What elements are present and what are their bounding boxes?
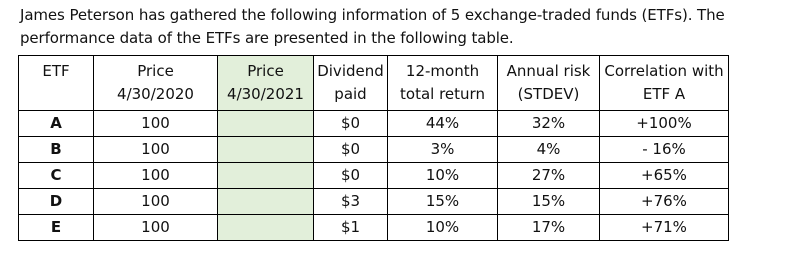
price-2021-cell [218,189,314,215]
header-etf-label: ETF [42,62,70,80]
price-2020-cell: 100 [94,163,218,189]
risk-cell: 32% [498,111,600,137]
dividend-cell: $0 [314,137,388,163]
return-cell: 44% [388,111,498,137]
correlation-cell: +65% [600,163,729,189]
header-price-2021-line2: 4/30/2021 [227,85,304,103]
price-2021-cell [218,163,314,189]
etf-name-cell: E [19,215,94,241]
header-price-2020 [94,56,218,111]
header-price-2021 [218,56,314,111]
correlation-cell: +100% [600,111,729,137]
price-2020-cell: 100 [94,215,218,241]
price-2020-cell: 100 [94,189,218,215]
header-return-line2: total return [400,85,485,103]
header-return-line1: 12-month [405,62,480,80]
header-dividend-line1: Dividend [317,62,384,80]
table-row [19,163,729,189]
etf-name-cell: A [19,111,94,137]
correlation-cell: +76% [600,189,729,215]
risk-cell: 15% [498,189,600,215]
price-2020-cell: 100 [94,137,218,163]
dividend-cell: $3 [314,189,388,215]
return-cell: 3% [388,137,498,163]
table-header-row [19,56,729,111]
dividend-cell: $1 [314,215,388,241]
header-dividend [314,56,388,111]
header-risk-line2: (STDEV) [517,85,580,103]
header-correlation-line1: Correlation with [604,62,724,80]
etf-name-cell: C [19,163,94,189]
header-price-2021-line1: Price [247,62,284,80]
table-row [19,189,729,215]
risk-cell: 27% [498,163,600,189]
price-2021-cell [218,111,314,137]
intro-paragraph [20,4,805,50]
intro-line-2: performance data of the ETFs are presented in the following table. [20,29,514,47]
dividend-cell: $0 [314,163,388,189]
price-2021-cell [218,215,314,241]
correlation-cell: +71% [600,215,729,241]
price-2021-cell [218,137,314,163]
price-2020-cell: 100 [94,111,218,137]
dividend-cell: $0 [314,111,388,137]
header-return [388,56,498,111]
etf-performance-table [18,55,729,241]
header-etf [19,56,94,111]
table-row [19,137,729,163]
etf-name-cell: D [19,189,94,215]
header-dividend-line2: paid [334,85,367,103]
header-correlation [600,56,729,111]
table-row [19,215,729,241]
table-row [19,111,729,137]
return-cell: 10% [388,163,498,189]
etf-name-cell: B [19,137,94,163]
header-price-2020-line1: Price [137,62,174,80]
return-cell: 15% [388,189,498,215]
correlation-cell: - 16% [600,137,729,163]
risk-cell: 17% [498,215,600,241]
intro-line-1: James Peterson has gathered the following information of 5 exchange-traded funds (ETFs). The [20,6,725,24]
header-correlation-line2: ETF A [642,85,686,103]
header-price-2020-line2: 4/30/2020 [117,85,194,103]
risk-cell: 4% [498,137,600,163]
return-cell: 10% [388,215,498,241]
header-risk-line1: Annual risk [506,62,591,80]
header-risk [498,56,600,111]
